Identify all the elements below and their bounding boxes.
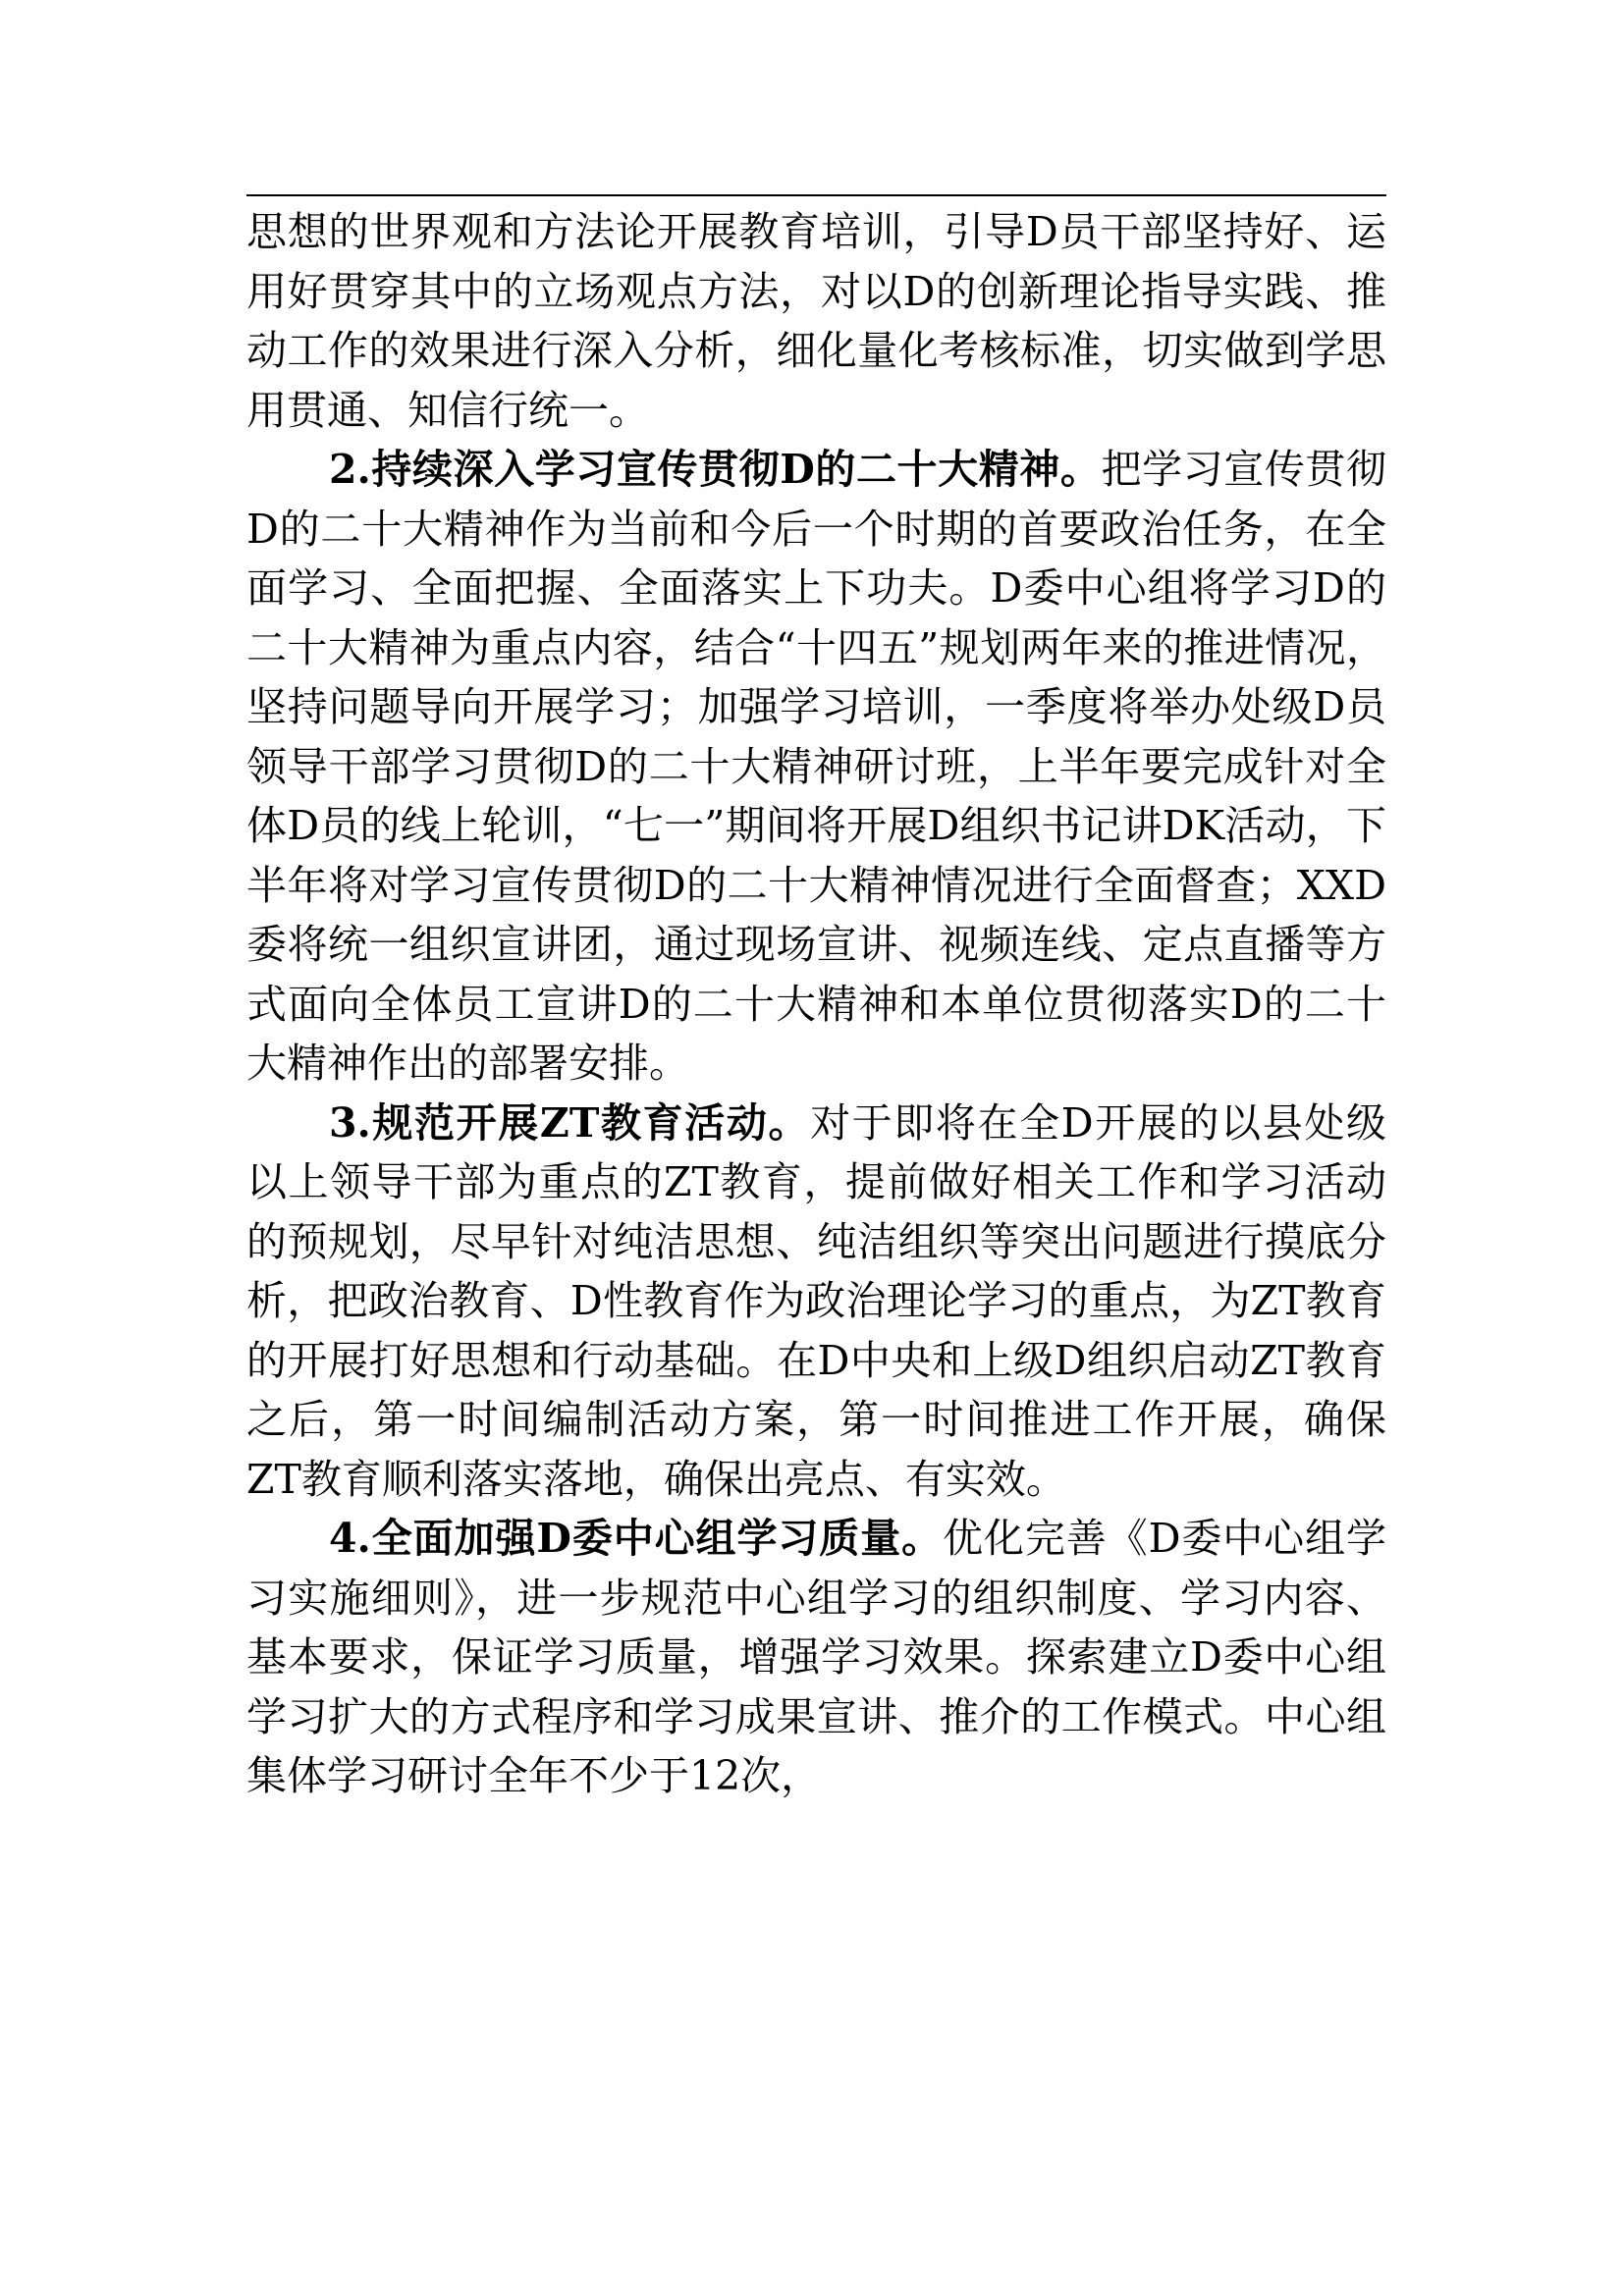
paragraph-continuation bbox=[246, 202, 1386, 440]
paragraph-text: 思想的世界观和方法论开展教育培训，引导D员干部坚持好、运用好贯穿其中的立场观点方法，对以D的创新理论指导实践、推动工作的效果进行深入分析，细化量化考核标准，切实做到学思用贯通、知信行统一。 bbox=[246, 208, 1386, 434]
section-heading: 2.持续深入学习宣传贯彻D的二十大精神。 bbox=[329, 446, 1102, 493]
paragraph-text: 对于即将在全D开展的以县处级以上领导干部为重点的ZT教育，提前做好相关工作和学习活动的预规划，尽早针对纯洁思想、纯洁组织等突出问题进行摸底分析，把政治教育、D性教育作为政治理论学习的重点，为ZT教育的开展打好思想和行动基础。在D中央和上级D组织启动ZT教育之后，第一时间编制活动方案，第一时间推进工作开展，确保ZT教育顺利落实落地，确保出亮点、有实效。 bbox=[246, 1098, 1386, 1503]
paragraph-text: 把学习宣传贯彻D的二十大精神作为当前和今后一个时期的首要政治任务，在全面学习、全面把握、全面落实上下功夫。D委中心组将学习D的二十大精神为重点内容，结合“十四五”规划两年来的推进情况，坚持问题导向开展学习；加强学习培训，一季度将举办处级D员领导干部学习贯彻D的二十大精神研讨班，上半年要完成针对全体D员的线上轮训，“七一”期间将开展D组织书记讲DK活动，下半年将对学习宣传贯彻D的二十大精神情况进行全面督查；XXD委将统一组织宣讲团，通过现场宣讲、视频连线、定点直播等方式面向全体员工宣讲D的二十大精神和本单位贯彻落实D的二十大精神作出的部署安排。 bbox=[246, 446, 1386, 1087]
body-text bbox=[246, 202, 1386, 1806]
paragraph-text: 优化完善《D委中心组学习实施细则》，进一步规范中心组学习的组织制度、学习内容、基本要求，保证学习质量，增强学习效果。探索建立D委中心组学习扩大的方式程序和学习成果宣讲、推介的工作模式。中心组集体学习研讨全年不少于12次， bbox=[246, 1515, 1386, 1799]
header-rule bbox=[246, 194, 1386, 196]
paragraph-section-3 bbox=[246, 1094, 1386, 1510]
paragraph-section-4 bbox=[246, 1509, 1386, 1806]
paragraph-section-2 bbox=[246, 440, 1386, 1094]
section-heading: 3.规范开展ZT教育活动。 bbox=[329, 1098, 811, 1147]
section-heading: 4.全面加强D委中心组学习质量。 bbox=[329, 1515, 944, 1562]
